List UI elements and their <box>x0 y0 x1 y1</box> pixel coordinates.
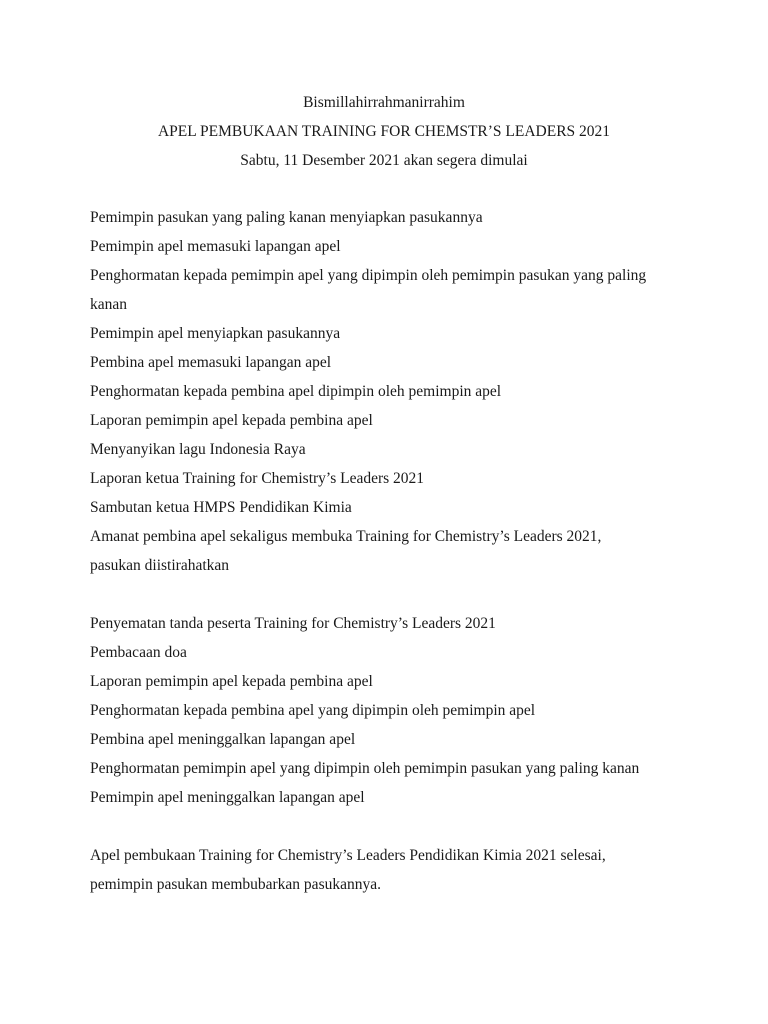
agenda-line: kanan <box>90 296 128 313</box>
agenda-line: Sambutan ketua HMPS Pendidikan Kimia <box>90 499 352 516</box>
agenda-line: Laporan ketua Training for Chemistry’s Leaders 2021 <box>90 470 425 487</box>
agenda-line: Menyanyikan lagu Indonesia Raya <box>90 441 306 458</box>
document-title: APEL PEMBUKAAN TRAINING FOR CHEMSTR’S LEADERS 2021 <box>157 123 611 140</box>
closing-line: pemimpin pasukan membubarkan pasukannya. <box>90 876 381 893</box>
agenda-line: Penghormatan pemimpin apel yang dipimpin oleh pemimpin pasukan yang paling kanan <box>90 760 640 777</box>
agenda-line: Penghormatan kepada pemimpin apel yang dipimpin oleh pemimpin pasukan yang paling <box>90 267 647 284</box>
agenda-line: Pembina apel memasuki lapangan apel <box>90 354 332 371</box>
agenda-line: Pemimpin apel meninggalkan lapangan apel <box>90 789 365 806</box>
agenda-line: Laporan pemimpin apel kepada pembina apel <box>90 673 373 690</box>
agenda-line: Pemimpin pasukan yang paling kanan menyiapkan pasukannya <box>90 209 483 226</box>
closing-line: Apel pembukaan Training for Chemistry’s Leaders Pendidikan Kimia 2021 selesai, <box>90 847 606 864</box>
agenda-line: Pemimpin apel menyiapkan pasukannya <box>90 325 341 342</box>
agenda-line: pasukan diistirahatkan <box>90 557 230 574</box>
agenda-line: Penyematan tanda peserta Training for Chemistry’s Leaders 2021 <box>90 615 496 632</box>
date-line: Sabtu, 11 Desember 2021 akan segera dimulai <box>240 152 528 169</box>
bismillah-line: Bismillahirrahmanirrahim <box>303 94 465 111</box>
agenda-section-2 <box>90 614 700 817</box>
agenda-line: Penghormatan kepada pembina apel yang dipimpin oleh pemimpin apel <box>90 702 536 719</box>
agenda-line: Pemimpin apel memasuki lapangan apel <box>90 238 341 255</box>
agenda-line: Amanat pembina apel sekaligus membuka Training for Chemistry’s Leaders 2021, <box>90 528 602 545</box>
agenda-section-1 <box>90 208 700 585</box>
agenda-line: Penghormatan kepada pembina apel dipimpin oleh pemimpin apel <box>90 383 502 400</box>
agenda-line: Pembacaan doa <box>90 644 187 661</box>
closing-section <box>90 846 700 904</box>
agenda-line: Laporan pemimpin apel kepada pembina apel <box>90 412 373 429</box>
document-header <box>0 93 768 180</box>
agenda-line: Pembina apel meninggalkan lapangan apel <box>90 731 356 748</box>
